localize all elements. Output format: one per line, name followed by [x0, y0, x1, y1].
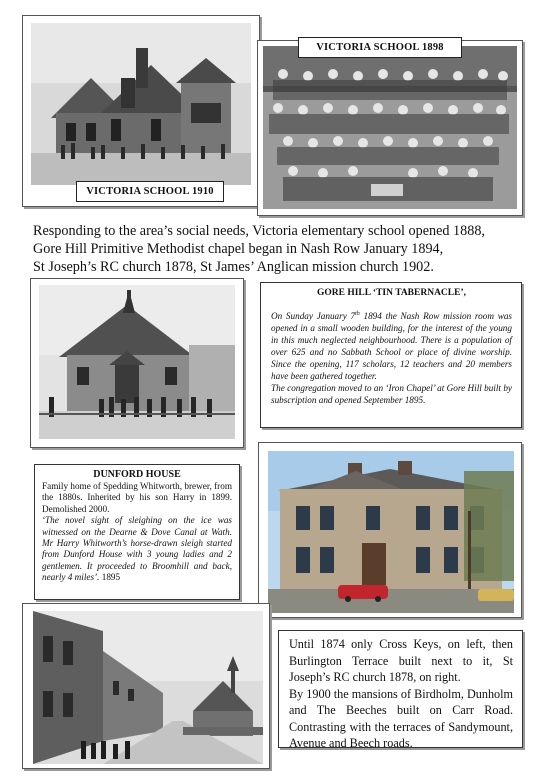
victoria-school-1898-photo: [263, 46, 517, 209]
dunford-house-text: Family home of Spedding Whitworth, brewer, from the 1880s. Inherited by his son Harry in 1899. Demolished 2000.: [42, 481, 232, 514]
victoria-school-1910-photo: [31, 23, 251, 185]
dunford-house-quote-year: 1895: [99, 572, 121, 583]
gore-hill-title: GORE HILL ‘TIN TABERNACLE’,: [316, 288, 467, 298]
gore-hill-text-c: The congregation moved to an ‘Iron Chapel’ at Gore Hill built by subscription and opened September 1895.: [271, 383, 512, 406]
cross-keys-text-a: Until 1874 only Cross Keys, on left, then Burlington Terrace built next to it, St Joseph’s RC church 1878, on right.: [289, 637, 513, 684]
gore-hill-text-box: [260, 282, 522, 428]
victoria-school-1898-photo-frame: [257, 40, 523, 216]
gore-hill-text-a: On Sunday January 7: [271, 311, 356, 322]
cross-keys-text-box: [278, 630, 523, 748]
dunford-house-body: [42, 481, 232, 584]
cross-keys-body: [289, 636, 513, 752]
victoria-school-1898-caption: VICTORIA SCHOOL 1898: [298, 37, 462, 58]
dunford-house-quote: ‘The novel sight of sleighing on the ice was witnessed on the Dearne & Dove Canal at Wath. Mr Harry Whitworth’s horse-drawn sleigh started from Dunford House with 3 young ladies and 2 gentlemen. It proceeded to Broomhill and back, nearly 4 miles’.: [42, 515, 232, 583]
dunford-house-photo-frame: [258, 442, 522, 618]
intro-line-2: Gore Hill Primitive Methodist chapel began in Nash Row January 1894,: [33, 241, 444, 257]
gore-hill-text-sup: th: [355, 311, 360, 317]
street-scene-photo: [33, 611, 263, 764]
dunford-house-text-box: [34, 464, 240, 600]
intro-line-3: St Joseph’s RC church 1878, St James’ Anglican mission church 1902.: [33, 259, 434, 275]
gore-hill-chapel-photo: [39, 285, 235, 439]
dunford-house-photo: [268, 451, 514, 613]
dunford-house-title: DUNFORD HOUSE: [93, 469, 181, 480]
cross-keys-text-b: By 1900 the mansions of Birdholm, Dunholm and The Beeches built on Carr Road. Contrasting with the terraces of Sandymount, Avenue and Beech roads.: [289, 686, 513, 750]
street-scene-photo-frame: [22, 603, 270, 769]
gore-hill-text-b: 1894 the Nash Row mission room was opened in a small wooden building, for the interest of the young in this much neglected neighbourhood. There is a population of over 625 and no Sabbath School or place of divine worship. Since the opening, 117 scholars, 12 teachers and 20 members have been gathered together.: [271, 311, 512, 382]
victoria-school-1910-photo-frame: [22, 15, 260, 207]
gore-hill-body: [271, 308, 512, 406]
gore-hill-chapel-photo-frame: [30, 278, 244, 448]
intro-line-1: Responding to the area’s social needs, Victoria elementary school opened 1888,: [33, 223, 485, 239]
intro-paragraph: [33, 222, 533, 276]
victoria-school-1910-caption: VICTORIA SCHOOL 1910: [76, 181, 224, 202]
